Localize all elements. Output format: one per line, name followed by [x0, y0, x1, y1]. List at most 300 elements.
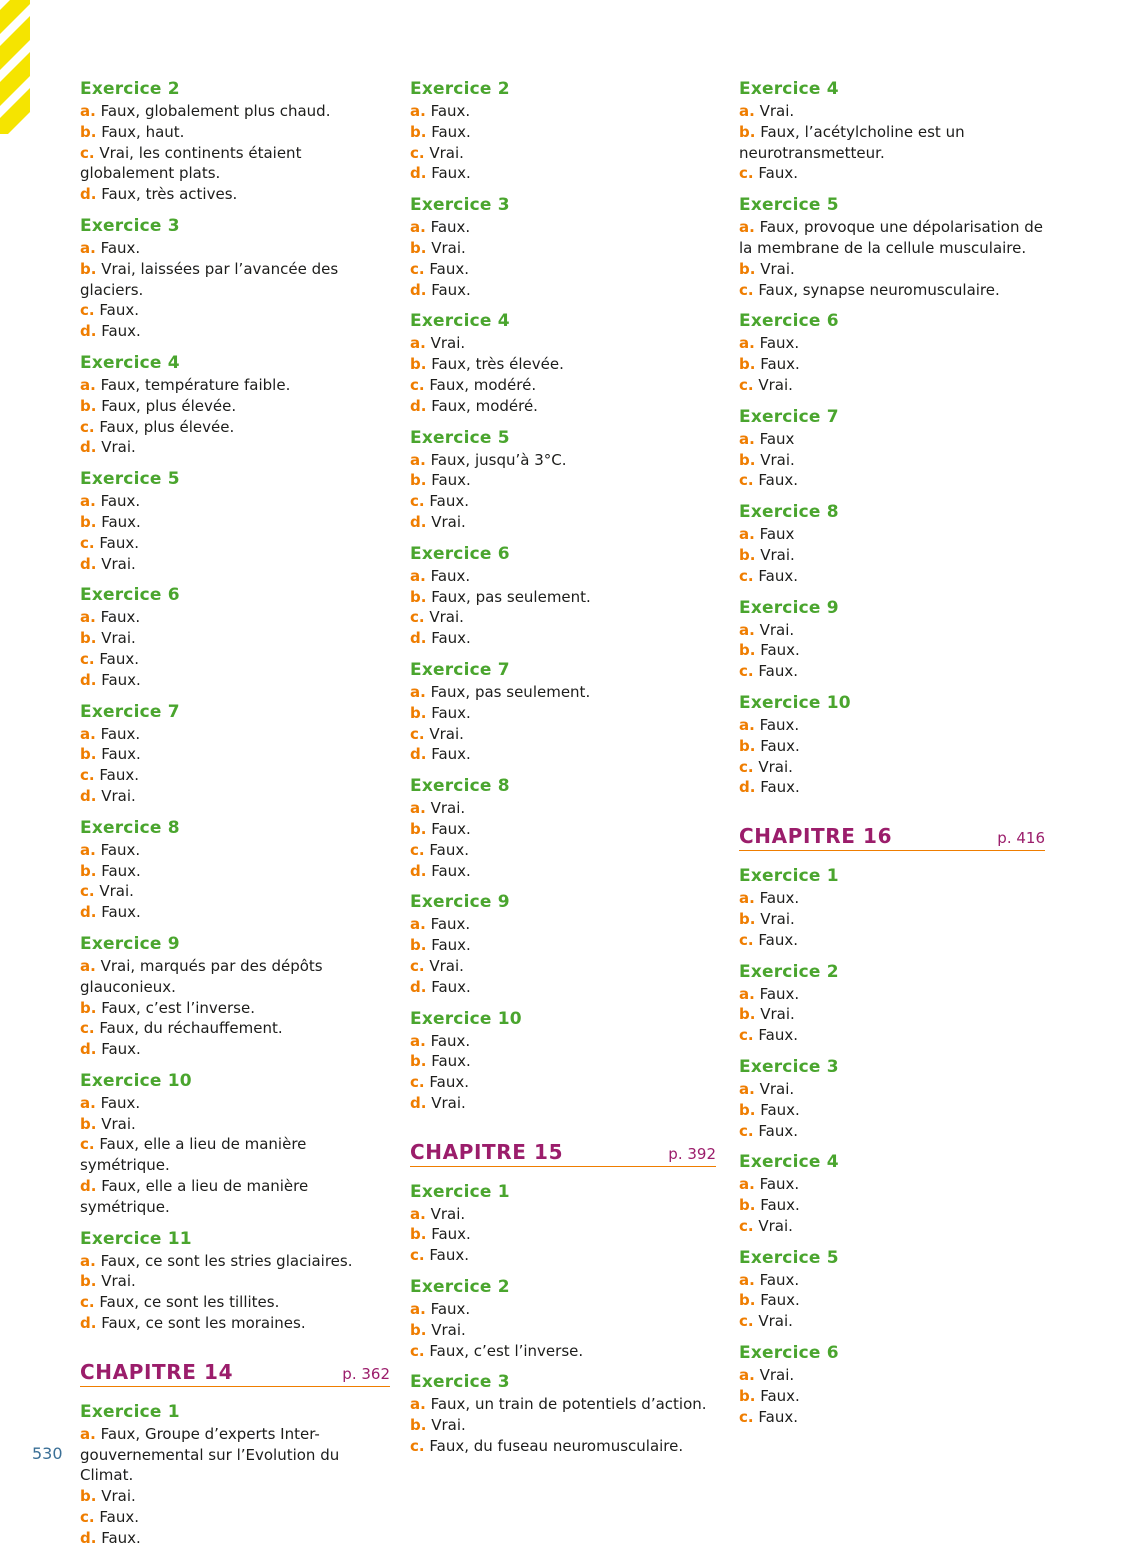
answer-text: Faux. [430, 102, 471, 120]
answer-text: Faux, modéré. [429, 375, 537, 394]
answer-letter: c. [739, 471, 754, 490]
answer-letter: a. [410, 450, 426, 469]
answer-line [410, 259, 716, 280]
answer-letter: c. [410, 143, 425, 162]
answer-letter: c. [410, 259, 425, 278]
answer-text: Faux. [101, 322, 141, 341]
answer-text: Faux. [758, 1407, 798, 1426]
answer-letter: d. [410, 977, 427, 996]
answer-letter: c. [80, 143, 95, 162]
answer-text: Faux. [100, 840, 141, 859]
answer-text: Faux. [99, 766, 139, 785]
answer-letter: c. [739, 1216, 754, 1235]
answer-letter: a. [410, 334, 426, 353]
exercise-title: Exercice 10 [739, 692, 851, 713]
answer-letter: d. [80, 322, 97, 341]
answer-text: Faux. [430, 566, 471, 585]
exercise-title: Exercice 3 [80, 215, 180, 236]
answer-letter: a. [739, 1175, 755, 1194]
chapter-title: CHAPITRE 14 [80, 1359, 234, 1384]
exercise-title: Exercice 2 [410, 79, 510, 99]
exercise-block [410, 659, 716, 765]
exercise-block [739, 692, 1045, 798]
answer-line [410, 914, 716, 935]
exercise-title: Exercice 3 [410, 195, 510, 216]
exercise-block [739, 1151, 1045, 1236]
chapter-page-ref: p. 392 [668, 1144, 716, 1163]
exercise-title: Exercice 8 [739, 502, 839, 523]
answer-line [410, 333, 716, 354]
exercise-block [80, 1401, 390, 1549]
answer-line [739, 777, 1045, 798]
exercise-block [80, 215, 390, 342]
answer-text: Faux. [758, 471, 798, 490]
answer-line [739, 450, 1045, 471]
answer-text: Faux. [760, 1386, 800, 1405]
answer-letter: b. [739, 122, 756, 141]
answer-line [80, 184, 390, 205]
answer-text: Faux. [100, 492, 141, 511]
answer-text: Faux, ce sont les tillites. [99, 1293, 280, 1312]
answer-letter: a. [739, 715, 755, 734]
answer-line [410, 375, 716, 396]
exercise-block [739, 406, 1045, 491]
answer-text: Faux. [758, 662, 798, 681]
answer-letter: a. [80, 724, 96, 743]
answer-letter: a. [80, 238, 96, 257]
answer-line [410, 238, 716, 259]
answer-line [739, 1174, 1045, 1195]
answer-text: Faux, jusqu’à 3°C. [430, 450, 567, 469]
answer-line [410, 1093, 716, 1114]
answer-line [80, 1114, 390, 1135]
answer-letter: d. [80, 786, 97, 805]
answer-letter: a. [739, 525, 755, 544]
answer-letter: d. [80, 1177, 97, 1196]
answer-text: Faux. [758, 566, 798, 585]
answer-text: Faux, elle a lieu de manière symétrique. [80, 1135, 307, 1175]
answer-letter: d. [80, 438, 97, 457]
answer-line [410, 217, 716, 238]
answer-letter: a. [80, 608, 96, 627]
answer-line [80, 1292, 390, 1313]
answer-letter: a. [80, 956, 96, 975]
answer-text: Faux, synapse neuromusculaire. [758, 280, 1000, 299]
answer-letter: a. [739, 1270, 755, 1289]
exercise-title: Exercice 1 [80, 1401, 180, 1422]
answer-text: Vrai. [431, 238, 466, 257]
answer-letter: d. [410, 1093, 427, 1112]
answer-line [739, 333, 1045, 354]
answer-text: Faux. [100, 1093, 141, 1112]
answer-line [80, 1176, 390, 1218]
exercise-block [739, 310, 1045, 395]
answer-letter: c. [410, 1073, 425, 1092]
answer-text: Faux. [758, 1121, 798, 1140]
answer-line [739, 640, 1045, 661]
exercise-title: Exercice 3 [739, 1056, 839, 1077]
answer-text: Faux. [431, 1052, 471, 1071]
chapter-title: CHAPITRE 15 [410, 1139, 564, 1164]
exercise-title: Exercice 4 [410, 311, 510, 332]
answer-text: Vrai. [431, 1416, 466, 1435]
answer-letter: c. [739, 757, 754, 776]
answer-text: Faux. [430, 1031, 471, 1050]
answer-line [80, 670, 390, 691]
answer-line [80, 1134, 390, 1176]
answer-text: Faux. [99, 1508, 139, 1527]
answer-line [80, 1424, 390, 1486]
answer-text: Faux. [101, 1528, 141, 1547]
answer-line [410, 935, 716, 956]
answer-letter: a. [410, 1204, 426, 1223]
answer-text: Vrai. [101, 1487, 136, 1506]
answer-text: Faux, modéré. [431, 396, 538, 415]
answer-line [410, 956, 716, 977]
chapter-header [410, 1138, 716, 1167]
answer-letter: b. [739, 450, 756, 469]
decorative-stripe-corner [0, 0, 30, 134]
answer-text: Faux. [430, 1300, 471, 1319]
answer-text: Faux, pas seulement. [431, 587, 591, 606]
answer-text: Vrai. [430, 334, 466, 353]
answer-text: Faux. [759, 334, 800, 353]
answer-line [410, 1320, 716, 1341]
answer-line [80, 881, 390, 902]
answer-text: Faux. [759, 715, 800, 734]
answer-letter: c. [410, 724, 425, 743]
answer-text: Vrai. [759, 102, 795, 120]
answer-text: Vrai. [431, 1093, 466, 1112]
answer-line [410, 491, 716, 512]
answer-line [739, 888, 1045, 909]
answer-text: Vrai. [759, 1079, 795, 1098]
answer-line [739, 1216, 1045, 1237]
answer-letter: c. [739, 566, 754, 585]
answer-line [410, 1204, 716, 1225]
answer-text: Faux. [760, 1196, 800, 1215]
answer-line [80, 840, 390, 861]
answer-line [410, 163, 716, 184]
answer-line [410, 819, 716, 840]
chapter-header [80, 1358, 390, 1387]
answer-text: Vrai. [429, 956, 464, 975]
answer-letter: a. [739, 429, 755, 448]
answer-line [739, 1407, 1045, 1428]
answer-text: Vrai. [758, 1312, 793, 1331]
answer-line [739, 1311, 1045, 1332]
answer-line [739, 122, 1045, 164]
answer-text: Vrai. [759, 1366, 795, 1385]
answer-text: Vrai. [101, 1272, 136, 1291]
answer-text: Faux. [99, 649, 139, 668]
answer-text: Faux. [100, 724, 141, 743]
answer-text: Faux. [431, 819, 471, 838]
answer-text: Faux. [759, 1175, 800, 1194]
answer-line [80, 744, 390, 765]
exercise-block [739, 1342, 1045, 1427]
answer-text: Faux. [101, 512, 141, 531]
answer-line [80, 1093, 390, 1114]
answer-letter: d. [410, 861, 427, 880]
answer-line [80, 786, 390, 807]
answer-letter: b. [80, 512, 97, 531]
answer-text: Faux, un train de potentiels d’action. [430, 1395, 707, 1414]
answer-letter: c. [739, 930, 754, 949]
answer-text: Vrai. [429, 143, 464, 162]
answer-letter: d. [410, 280, 427, 299]
answer-text: Faux. [760, 355, 800, 374]
answer-line [739, 1290, 1045, 1311]
answer-letter: b. [410, 1052, 427, 1071]
answer-text: Faux. [429, 259, 469, 278]
answer-text: Faux, haut. [101, 122, 185, 141]
answer-line [410, 1394, 716, 1415]
answer-line [410, 1031, 716, 1052]
exercise-title: Exercice 5 [80, 469, 180, 490]
exercise-title: Exercice 11 [80, 1228, 192, 1249]
exercise-block [410, 310, 716, 416]
answer-letter: a. [410, 1300, 426, 1319]
answer-letter: d. [80, 1528, 97, 1547]
answer-text: Vrai. [101, 554, 136, 573]
answer-line [410, 798, 716, 819]
answer-line [739, 1386, 1045, 1407]
exercise-title: Exercice 9 [410, 892, 510, 913]
answer-line [739, 1195, 1045, 1216]
exercise-block [739, 194, 1045, 300]
answer-text: Vrai. [101, 629, 136, 648]
exercise-block [80, 701, 390, 807]
answer-text: Faux. [431, 164, 471, 183]
answer-text: Faux, très actives. [101, 185, 238, 204]
exercise-block [739, 78, 1045, 184]
answer-line [80, 1251, 390, 1272]
answer-letter: c. [80, 1135, 95, 1154]
answer-text: Faux. [759, 889, 800, 908]
answer-line [410, 724, 716, 745]
answer-line [80, 554, 390, 575]
exercise-title: Exercice 6 [739, 1343, 839, 1364]
answer-line [80, 861, 390, 882]
answer-line [739, 375, 1045, 396]
exercise-block [410, 1008, 716, 1114]
answer-letter: c. [739, 1121, 754, 1140]
answer-text: Faux. [760, 778, 800, 797]
answer-letter: c. [80, 417, 95, 436]
answer-line [410, 744, 716, 765]
answer-line [739, 101, 1045, 122]
answer-text: Faux. [431, 861, 471, 880]
answer-line [410, 1436, 716, 1457]
answer-line [410, 450, 716, 471]
answer-text: Faux [759, 429, 795, 448]
answer-text: Vrai. [760, 259, 795, 278]
exercise-title: Exercice 2 [410, 1277, 510, 1298]
answer-text: Faux, provoque une dépolarisation de la membrane de la cellule musculaire. [739, 218, 1043, 257]
answer-letter: b. [410, 238, 427, 257]
exercise-block [410, 194, 716, 300]
answer-line [410, 703, 716, 724]
answer-line [80, 396, 390, 417]
answer-line [410, 977, 716, 998]
answer-letter: c. [410, 375, 425, 394]
answer-letter: c. [80, 1508, 95, 1527]
exercise-block [80, 584, 390, 690]
answer-text: Faux. [431, 745, 471, 764]
answer-text: Faux. [101, 903, 141, 922]
answer-line [410, 861, 716, 882]
answer-line [410, 1051, 716, 1072]
exercise-title: Exercice 10 [80, 1070, 192, 1091]
answer-text: Faux, plus élevée. [99, 417, 235, 436]
answer-letter: d. [410, 164, 427, 183]
exercise-title: Exercice 4 [80, 352, 180, 373]
answer-letter: a. [80, 840, 96, 859]
answer-text: Faux. [99, 301, 139, 320]
exercise-block [410, 775, 716, 881]
answer-text: Faux, très élevée. [431, 355, 564, 374]
answer-letter: a. [410, 218, 426, 237]
answer-letter: a. [410, 799, 426, 818]
answer-text: Vrai. [429, 724, 464, 743]
answer-line [80, 1507, 390, 1528]
answer-letter: d. [80, 670, 97, 689]
answer-text: Vrai. [759, 620, 795, 639]
answer-text: Vrai. [101, 438, 136, 457]
answer-letter: a. [739, 1079, 755, 1098]
exercise-block [410, 543, 716, 649]
answer-line [410, 1299, 716, 1320]
answer-letter: c. [80, 1293, 95, 1312]
page-number: 530 [32, 1444, 63, 1463]
answer-letter: a. [80, 1251, 96, 1270]
answer-line [739, 1100, 1045, 1121]
answer-letter: a. [410, 915, 426, 934]
answer-letter: c. [80, 533, 95, 552]
answer-line [739, 1121, 1045, 1142]
exercise-block [80, 817, 390, 923]
answer-letter: a. [739, 334, 755, 353]
exercise-title: Exercice 4 [739, 1152, 839, 1173]
answer-letter: c. [739, 1312, 754, 1331]
exercise-title: Exercice 6 [739, 311, 839, 332]
answer-letter: a. [80, 375, 96, 394]
answer-letter: a. [80, 492, 96, 511]
answer-line [739, 620, 1045, 641]
answer-line [410, 1224, 716, 1245]
answer-line [80, 300, 390, 321]
answer-line [80, 765, 390, 786]
answer-text: Vrai. [760, 1005, 795, 1024]
answer-text: Faux. [431, 977, 471, 996]
answer-letter: c. [80, 882, 95, 901]
answer-text: Faux. [431, 471, 471, 490]
answer-line [739, 757, 1045, 778]
answer-text: Faux. [101, 1040, 141, 1059]
answer-letter: c. [80, 301, 95, 320]
answer-letter: b. [410, 1225, 427, 1244]
answer-text: Faux [759, 525, 795, 544]
exercise-title: Exercice 3 [410, 1372, 510, 1393]
answers-column-1 [80, 78, 390, 1559]
answer-letter: b. [410, 122, 427, 141]
answer-letter: b. [739, 909, 756, 928]
answer-letter: d. [80, 185, 97, 204]
answer-letter: b. [410, 587, 427, 606]
answer-line [410, 396, 716, 417]
answer-line [80, 628, 390, 649]
answer-text: Faux, l’acétylcholine est un neurotransmetteur. [739, 122, 965, 162]
chapter-page-ref: p. 362 [342, 1364, 390, 1383]
answer-text: Faux. [101, 745, 141, 764]
answer-line [80, 533, 390, 554]
answer-letter: b. [80, 1114, 97, 1133]
answer-text: Faux. [758, 164, 798, 183]
answer-line [80, 417, 390, 438]
exercise-block [80, 933, 390, 1060]
answer-text: Faux. [759, 1270, 800, 1289]
answer-text: Faux. [758, 930, 798, 949]
answer-text: Vrai. [760, 450, 795, 469]
answer-line [80, 1271, 390, 1292]
answer-letter: a. [739, 620, 755, 639]
exercise-block [80, 468, 390, 574]
answer-letter: b. [739, 641, 756, 660]
answer-text: Faux. [429, 492, 469, 511]
answer-letter: a. [80, 102, 96, 120]
answer-text: Faux, c’est l’inverse. [101, 998, 255, 1017]
answer-text: Faux, du réchauffement. [99, 1019, 283, 1038]
exercise-title: Exercice 9 [80, 933, 180, 954]
answer-letter: b. [739, 259, 756, 278]
answer-letter: a. [410, 102, 426, 120]
answer-line [739, 1025, 1045, 1046]
answer-line [410, 143, 716, 164]
answer-letter: c. [739, 164, 754, 183]
exercise-title: Exercice 2 [739, 961, 839, 982]
answer-letter: a. [739, 218, 755, 237]
answer-text: Vrai. [431, 1320, 466, 1339]
answer-line [410, 470, 716, 491]
answer-letter: a. [739, 1366, 755, 1385]
answer-line [739, 1270, 1045, 1291]
exercise-title: Exercice 6 [410, 543, 510, 564]
exercise-block [739, 597, 1045, 682]
answer-letter: b. [80, 1487, 97, 1506]
exercise-block [739, 961, 1045, 1046]
answer-letter: b. [410, 936, 427, 955]
answer-letter: c. [410, 608, 425, 627]
answer-text: Faux. [431, 1225, 471, 1244]
answer-letter: a. [80, 1424, 96, 1443]
answer-letter: c. [80, 766, 95, 785]
answer-text: Faux, Groupe d’experts Inter-gouvernemental sur l’Evolution du Climat. [80, 1424, 340, 1485]
exercise-block [80, 1070, 390, 1218]
answer-line [410, 1072, 716, 1093]
answer-text: Faux. [429, 1073, 469, 1092]
answer-line [410, 587, 716, 608]
answer-line [80, 1313, 390, 1334]
answer-letter: d. [410, 396, 427, 415]
answer-text: Faux. [430, 915, 471, 934]
answer-text: Faux, plus élevée. [101, 396, 237, 415]
exercise-title: Exercice 10 [410, 1008, 522, 1029]
answer-letter: b. [80, 629, 97, 648]
answer-letter: c. [410, 956, 425, 975]
answer-letter: a. [80, 1093, 96, 1112]
answer-text: Faux. [758, 1026, 798, 1045]
